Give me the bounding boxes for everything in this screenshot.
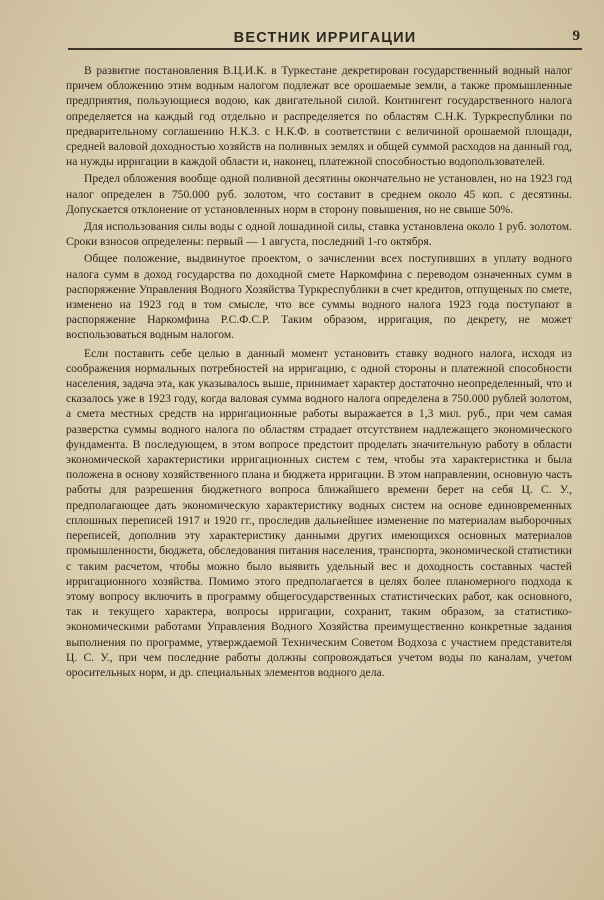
journal-title: ВЕСТНИК ИРРИГАЦИИ: [233, 30, 417, 46]
paragraph-2: Предел обложения вообще одной поливной десятины окончательно не установлен, но на 1923 год налог определен в 750.000 руб. золотом, что составит в среднем около 45 коп. с десятины. Допускается отклонение от установленных норм в сторону повышения, но не свыше 50%.: [66, 172, 572, 216]
paragraph-3: Для использования силы воды с одной лошадиной силы, ставка установлена около 1 руб. золотом. Сроки взносов определены: первый — 1 августа, последний 1-го октября.: [66, 220, 572, 249]
article-body: [66, 63, 572, 682]
running-header: [68, 26, 582, 50]
paragraph-4: Общее положение, выдвинутое проектом, о зачислении всех поступивших в уплату водного налога сумм в доход государства по доходной смете Наркомфина с переводом означенных сумм в распоряжение Управления Водного Хозяйства Туркреспублики в счет кредитов, отпущеных по смете, изменено на 1923 год в том смысле, что все суммы водного налога 1923 года поступают в распоряжение Наркомфина Р.С.Ф.С.Р. Таким образом, ирригация, по декрету, не может воспользоваться водным налогом.: [66, 252, 572, 342]
paragraph-1: В развитие постановления В.Ц.И.К. в Туркестане декретирован государственный водный налог причем обложению этим водным налогом подлежат все орошаемые земли, а также промышленные предприятия, пользующиеся водою, как двигательной силой. Контингент государственного налога определяется на каждый год отдельно и распределяется по областям С.Н.К. Туркреспублики по предварительному соглашению Н.К.З. с Н.К.Ф. в соответствии с величиной орошаемой площади, средней валовой доходностью хозяйств на поливных землях и общей суммой расходов на данный год, на нужды ирригации в каждой области и, наконец, платежной способностью водопользователей.: [66, 64, 572, 169]
paragraph-5: Если поставить себе целью в данный момент установить ставку водного налога, исходя из соображения нормальных потребностей на ирригацию, с одной стороны и платежной способности населения, задача эта, как указывалось выше, принимает характер достаточно неопределенный, что и сказалось уже в 1923 году, когда валовая сумма водного налога определена в 750.000 рублей золотом, а смета местных средств на ирригационные работы выражается в 1,3 мил. руб., при чем самая разверстка суммы водного налога по областям страдает отсутствием надлежащего экономического фундамента. В последующем, в этом вопросе предстоит проделать значительную работу в области экономической характеристики ирригационных систем с тем, чтобы эта характеристика и была положена в основу хозяйственного плана и бюджета ирригации. В этом направлении, основную часть работы для разрешения бюджетного вопроса ближайшего времени берет на себя Ц. С. У., предполагающее дать экономическую характеристику водных систем на основе единовременных сплошных переписей 1917 и 1920 гг., проследив дальнейшее изменение по материалам выборочных переписей, дополнив эту характеристику данными других имеющихся основных материалов промышленности, бюджета, обследования питания населения, транспорта, экономической статистики с таким расчетом, чтобы можно было выявить удельный вес и доходность составных частей ирригационного хозяйства. Помимо этого предполагается в целях более планомерного подхода к этому вопросу включить в программу общегосударственных статистических работ, как основного, так и текущего характера, вопросы ирригации, сохранит, таким образом, за статистико-экономическими работами Управления Водного Хозяйства преимущественно конкретные задания выполнения по программе, утверждаемой Техническим Советом Водхоза с участием представителя Ц. С. У., при чем последние работы должны сопровождаться учетом воды по каналам, учетом оросительных норм, и др. специальных элементов водного дела.: [66, 346, 572, 679]
page-number: 9: [572, 28, 580, 44]
